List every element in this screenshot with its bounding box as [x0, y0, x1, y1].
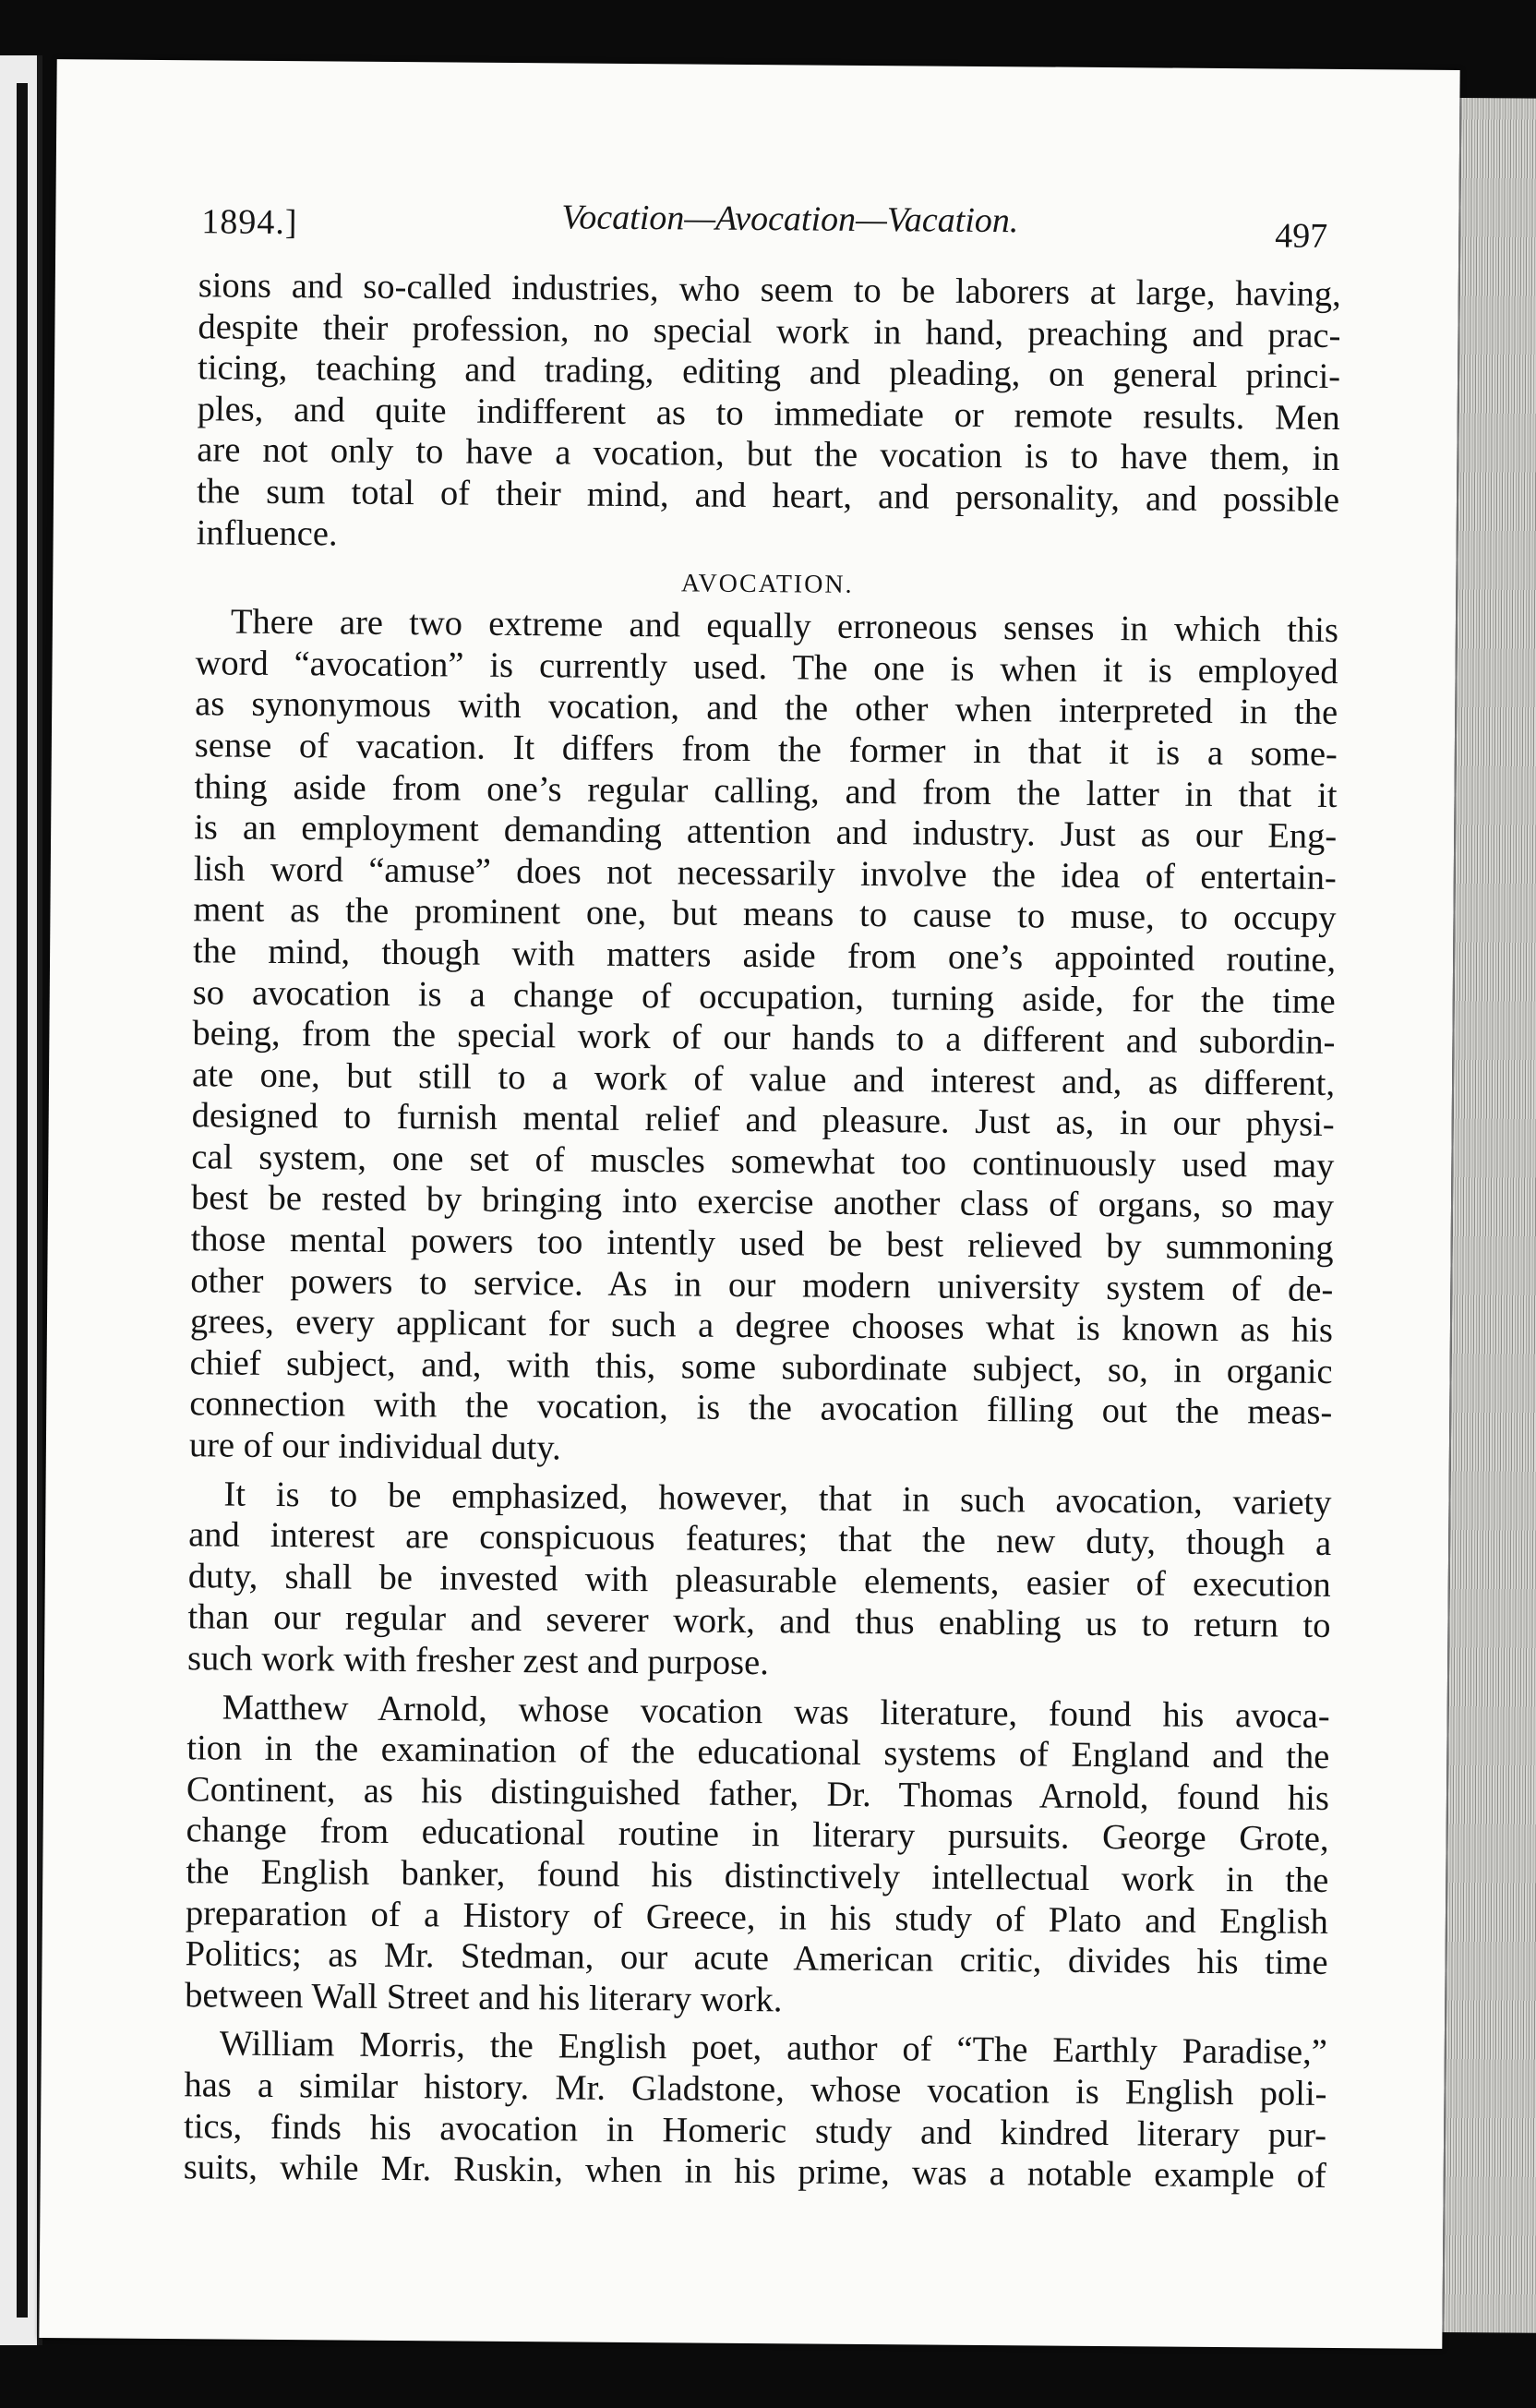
- body-text: [184, 265, 1341, 2197]
- text-line: are not only to have a vocation, but the vocation is to have them, in: [197, 430, 1340, 479]
- text-line: the sum total of their mind, and heart, and personality, and possible: [196, 472, 1340, 520]
- text-line: William Morris, the English poet, author of “The Earthly Paradise,”: [219, 2024, 1327, 2073]
- text-line: designed to furnish mental relief and pleasure. Just as, in our physi-: [191, 1096, 1335, 1145]
- text-line: sense of vacation. It differs from the former in that it is a some-: [194, 726, 1338, 774]
- section-heading: AVOCATION.: [680, 569, 854, 600]
- binding-shadow: [17, 83, 28, 2318]
- text-line: ment as the prominent one, but means to cause to muse, to occupy: [193, 890, 1337, 939]
- text-line: chief subject, and, with this, some subordinate subject, so, in organic: [189, 1343, 1333, 1391]
- text-line: Politics; as Mr. Stedman, our acute American critic, divides his time: [185, 1934, 1328, 1983]
- text-line: than our regular and severer work, and thus enabling us to return to: [187, 1597, 1331, 1646]
- text-line: the mind, though with matters aside from one’s appointed routine,: [192, 932, 1337, 980]
- text-line: other powers to service. As in our modern university system of de-: [190, 1260, 1334, 1309]
- text-line: suits, while Mr. Ruskin, when in his prime, was a notable example of: [183, 2148, 1326, 2197]
- text-line: ticing, teaching and trading, editing and pleading, on general princi-: [197, 348, 1341, 397]
- text-line: Matthew Arnold, whose vocation was literature, found his avoca-: [222, 1688, 1330, 1736]
- text-line: lish word “amuse” does not necessarily involve the idea of entertain-: [193, 849, 1337, 897]
- text-line: It is to be emphasized, however, that in such avocation, variety: [223, 1475, 1332, 1523]
- text-line: so avocation is a change of occupation, turning aside, for the time: [192, 972, 1336, 1021]
- running-title: Vocation—Avocation—Vacation.: [561, 198, 1019, 241]
- text-line: sions and so-called industries, who seem to be laborers at large, having,: [198, 266, 1341, 315]
- text-line: has a similar history. Mr. Gladstone, whose vocation is English poli-: [184, 2065, 1327, 2113]
- text-line: change from educational routine in literary pursuits. George Grote,: [186, 1811, 1329, 1860]
- text-line: best be rested by bringing into exercise another class of organs, so may: [190, 1178, 1335, 1227]
- book-page: [39, 59, 1459, 2349]
- text-line: tics, finds his avocation in Homeric study and kindred literary pur-: [183, 2106, 1327, 2155]
- text-line: cal system, one set of muscles somewhat too continuously used may: [191, 1138, 1335, 1186]
- text-line: the English banker, found his distinctively intellectual work in the: [186, 1852, 1329, 1900]
- text-line: grees, every applicant for such a degree chooses what is known as his: [189, 1302, 1334, 1351]
- text-line: duty, shall be invested with pleasurable elements, easier of execution: [187, 1557, 1331, 1605]
- text-line: There are two extreme and equally erroneous senses in which this: [230, 602, 1339, 651]
- text-line: thing aside from one’s regular calling, and from the latter in that it: [194, 766, 1338, 815]
- text-line: Continent, as his distinguished father, Dr. Thomas Arnold, found his: [186, 1770, 1330, 1818]
- text-line: is an employment demanding attention and industry. Just as our Eng-: [194, 808, 1338, 857]
- page-number: 497: [1275, 216, 1328, 256]
- text-line: as synonymous with vocation, and the other when interpreted in the: [195, 684, 1338, 733]
- text-line: ples, and quite indifferent as to immediate or remote results. Men: [197, 390, 1340, 438]
- header-date: 1894.]: [201, 202, 298, 243]
- text-line: connection with the vocation, is the avocation filling out the meas-: [189, 1384, 1333, 1433]
- text-line: between Wall Street and his literary work.: [185, 1975, 783, 2020]
- text-line: tion in the examination of the educational systems of England and the: [186, 1728, 1330, 1777]
- text-line: being, from the special work of our hands to a different and subordin-: [192, 1014, 1336, 1063]
- text-line: ate one, but still to a work of value and interest and, as different,: [191, 1054, 1336, 1103]
- text-line: preparation of a History of Greece, in his study of Plato and English: [185, 1893, 1329, 1942]
- text-line: those mental powers too intently used be best relieved by summoning: [190, 1220, 1334, 1269]
- text-line: word “avocation” is currently used. The one is when it is employed: [195, 644, 1338, 692]
- text-line: despite their profession, no special work in hand, preaching and prac-: [198, 307, 1341, 355]
- text-line: and interest are conspicuous features; that the new duty, though a: [188, 1515, 1332, 1564]
- text-line: such work with fresher zest and purpose.: [186, 1639, 769, 1683]
- text-line: influence.: [196, 512, 338, 554]
- text-line: ure of our individual duty.: [188, 1426, 561, 1468]
- page-stack-edge: [1442, 98, 1536, 2333]
- page-header: [201, 194, 1327, 259]
